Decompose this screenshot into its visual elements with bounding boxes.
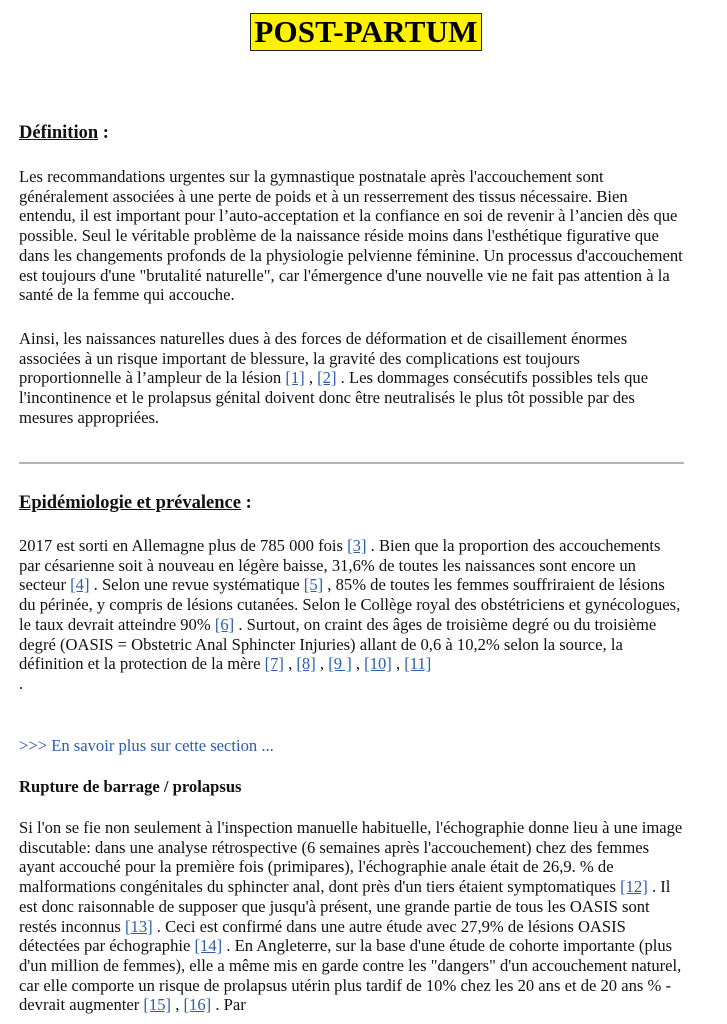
ref-link-3[interactable]: [3] xyxy=(347,536,367,555)
rupture-heading: Rupture de barrage / prolapsus xyxy=(19,777,242,796)
rupture-heading-block xyxy=(19,777,684,797)
epi-end: . xyxy=(19,673,24,693)
ref-link-16[interactable]: [16] xyxy=(183,995,212,1015)
definition-p2-b: , xyxy=(304,368,318,388)
epi-sep1: , xyxy=(283,654,297,674)
epidemiology-heading xyxy=(19,492,684,514)
title-block xyxy=(19,0,699,60)
epidemiology-text xyxy=(19,536,684,694)
definition-p2-text xyxy=(19,329,684,428)
definition-p2-c: . Les dommages consécutifs possibles tels que l'incontinence et le prolapsus génital doivent donc être neutralisés le plus tôt possible par des mesures appropriées. xyxy=(19,368,649,427)
rup-t1: Si l'on se fie non seulement à l'inspection manuelle habituelle, l'échographie donne lieu à une image discutable: dans une analyse rétrospective (6 semaines après l'accouchement) chez des femmes ayant accouché pour la première fois (primipares), l'échographie anale était de 26,9. % de malformations congénitales du sphincter anal, dont près d'un tiers étaient symptomatiques xyxy=(19,818,683,897)
rup-t4: . En Angleterre, sur la base d'une étude de cohorte importante (plus d'un million de femmes), elle a même mis en garde contre les "dangers" d'un accouchement naturel, car elle comporte un risque de prolapsus utérin plus tardif de 10% chez les 20 ans et de 20 ans % - devrait augmenter xyxy=(19,936,682,1015)
rup-t6: . Par xyxy=(211,995,246,1015)
ref-link-7[interactable]: [7] xyxy=(264,654,284,674)
more-section-link[interactable]: >>> En savoir plus sur cette section ... xyxy=(19,736,274,755)
ref-link-12[interactable]: [12] xyxy=(620,877,648,897)
ref-link-11[interactable]: [11] xyxy=(404,654,432,674)
ref-link-2[interactable]: [2] xyxy=(317,368,337,388)
epidemiology-heading-block xyxy=(19,492,684,514)
rupture-text xyxy=(19,818,684,1015)
ref-link-5[interactable]: [5] xyxy=(303,575,324,595)
page-title: POST-PARTUM xyxy=(250,13,481,51)
definition-heading-suffix: : xyxy=(98,123,109,143)
ref-link-10[interactable]: [10] xyxy=(364,654,392,674)
ref-link-15[interactable]: [15] xyxy=(143,995,172,1015)
epi-sep3: , xyxy=(351,654,365,674)
epidemiology-paragraph xyxy=(19,536,684,694)
ref-link-8[interactable]: [8] xyxy=(296,654,316,674)
definition-heading-block xyxy=(19,122,684,144)
ref-link-4[interactable]: [4] xyxy=(70,575,90,595)
section-separator xyxy=(19,462,684,464)
epi-sep2: , xyxy=(315,654,329,674)
epidemiology-heading-text: Epidémiologie et prévalence xyxy=(19,493,241,513)
ref-link-1[interactable]: [1] xyxy=(285,368,305,388)
definition-heading xyxy=(19,122,684,144)
ref-link-13[interactable]: [13] xyxy=(125,916,153,936)
rup-t3: . Ceci est confirmé dans une autre étude avec 27,9% de lésions OASIS détectées par échographie xyxy=(19,916,626,956)
ref-link-14[interactable]: [14] xyxy=(194,936,223,956)
ref-link-6[interactable]: [6] xyxy=(214,614,235,634)
rup-t2: . Il est donc raisonnable de supposer que jusqu'à présent, une grande partie de tous les OASIS sont restés inconnus xyxy=(19,877,671,936)
rupture-paragraph xyxy=(19,818,684,1015)
epi-t2: . Bien que la proportion des accouchements par césarienne soit à nouveau en légère baisse, 31,6% de toutes les naissances sont encore un secteur xyxy=(19,536,661,595)
definition-paragraph-2 xyxy=(19,329,684,428)
epi-t4: , 85% de toutes les femmes souffriraient de lésions du périnée, y compris de lésions cutanées. Selon le Collège royal des obstétriciens et gynécologues, le taux devrait atteindre 90% xyxy=(19,575,681,634)
epi-t3: . Selon une revue systématique xyxy=(89,575,304,595)
ref-link-9[interactable]: [9 ] xyxy=(328,654,352,674)
definition-heading-text: Définition xyxy=(19,123,99,143)
epi-sep4: , xyxy=(391,654,405,674)
definition-p2-a: Ainsi, les naissances naturelles dues à des forces de déformation et de cisaillement énormes associées à un risque important de blessure, la gravité des complications est toujours proportionnelle à l’ampleur de la lésion xyxy=(19,329,628,388)
more-link-block xyxy=(19,736,684,756)
epi-t5: . Surtout, on craint des âges de troisième degré ou du troisième degré (OASIS = Obstetric Anal Sphincter Injuries) allant de 0,6 à 10,2% selon la source, la définition et la protection de la mère xyxy=(19,614,657,674)
epi-t1: 2017 est sorti en Allemagne plus de 785 000 fois xyxy=(19,536,348,555)
document-page xyxy=(19,0,699,1015)
rup-t5: , xyxy=(171,995,184,1015)
definition-p1-text: Les recommandations urgentes sur la gymnastique postnatale après l'accouchement sont généralement associées à une perte de poids et à un resserrement des tissus nécessaire. Bien entendu, il est important pour l’auto-acceptation et la confiance en soi de revenir à l’ancien dès que possible. Seul le véritable problème de la naissance réside moins dans l'esthétique figurative que dans les changements profonds de la physiologie pelvienne féminine. Un processus d'accouchement est toujours d'une "brutalité naturelle", car l'émergence d'une nouvelle vie ne fait pas attention à la santé de la femme qui accouche. xyxy=(19,167,683,305)
definition-paragraph-1 xyxy=(19,167,684,305)
epidemiology-heading-suffix: : xyxy=(240,493,252,513)
